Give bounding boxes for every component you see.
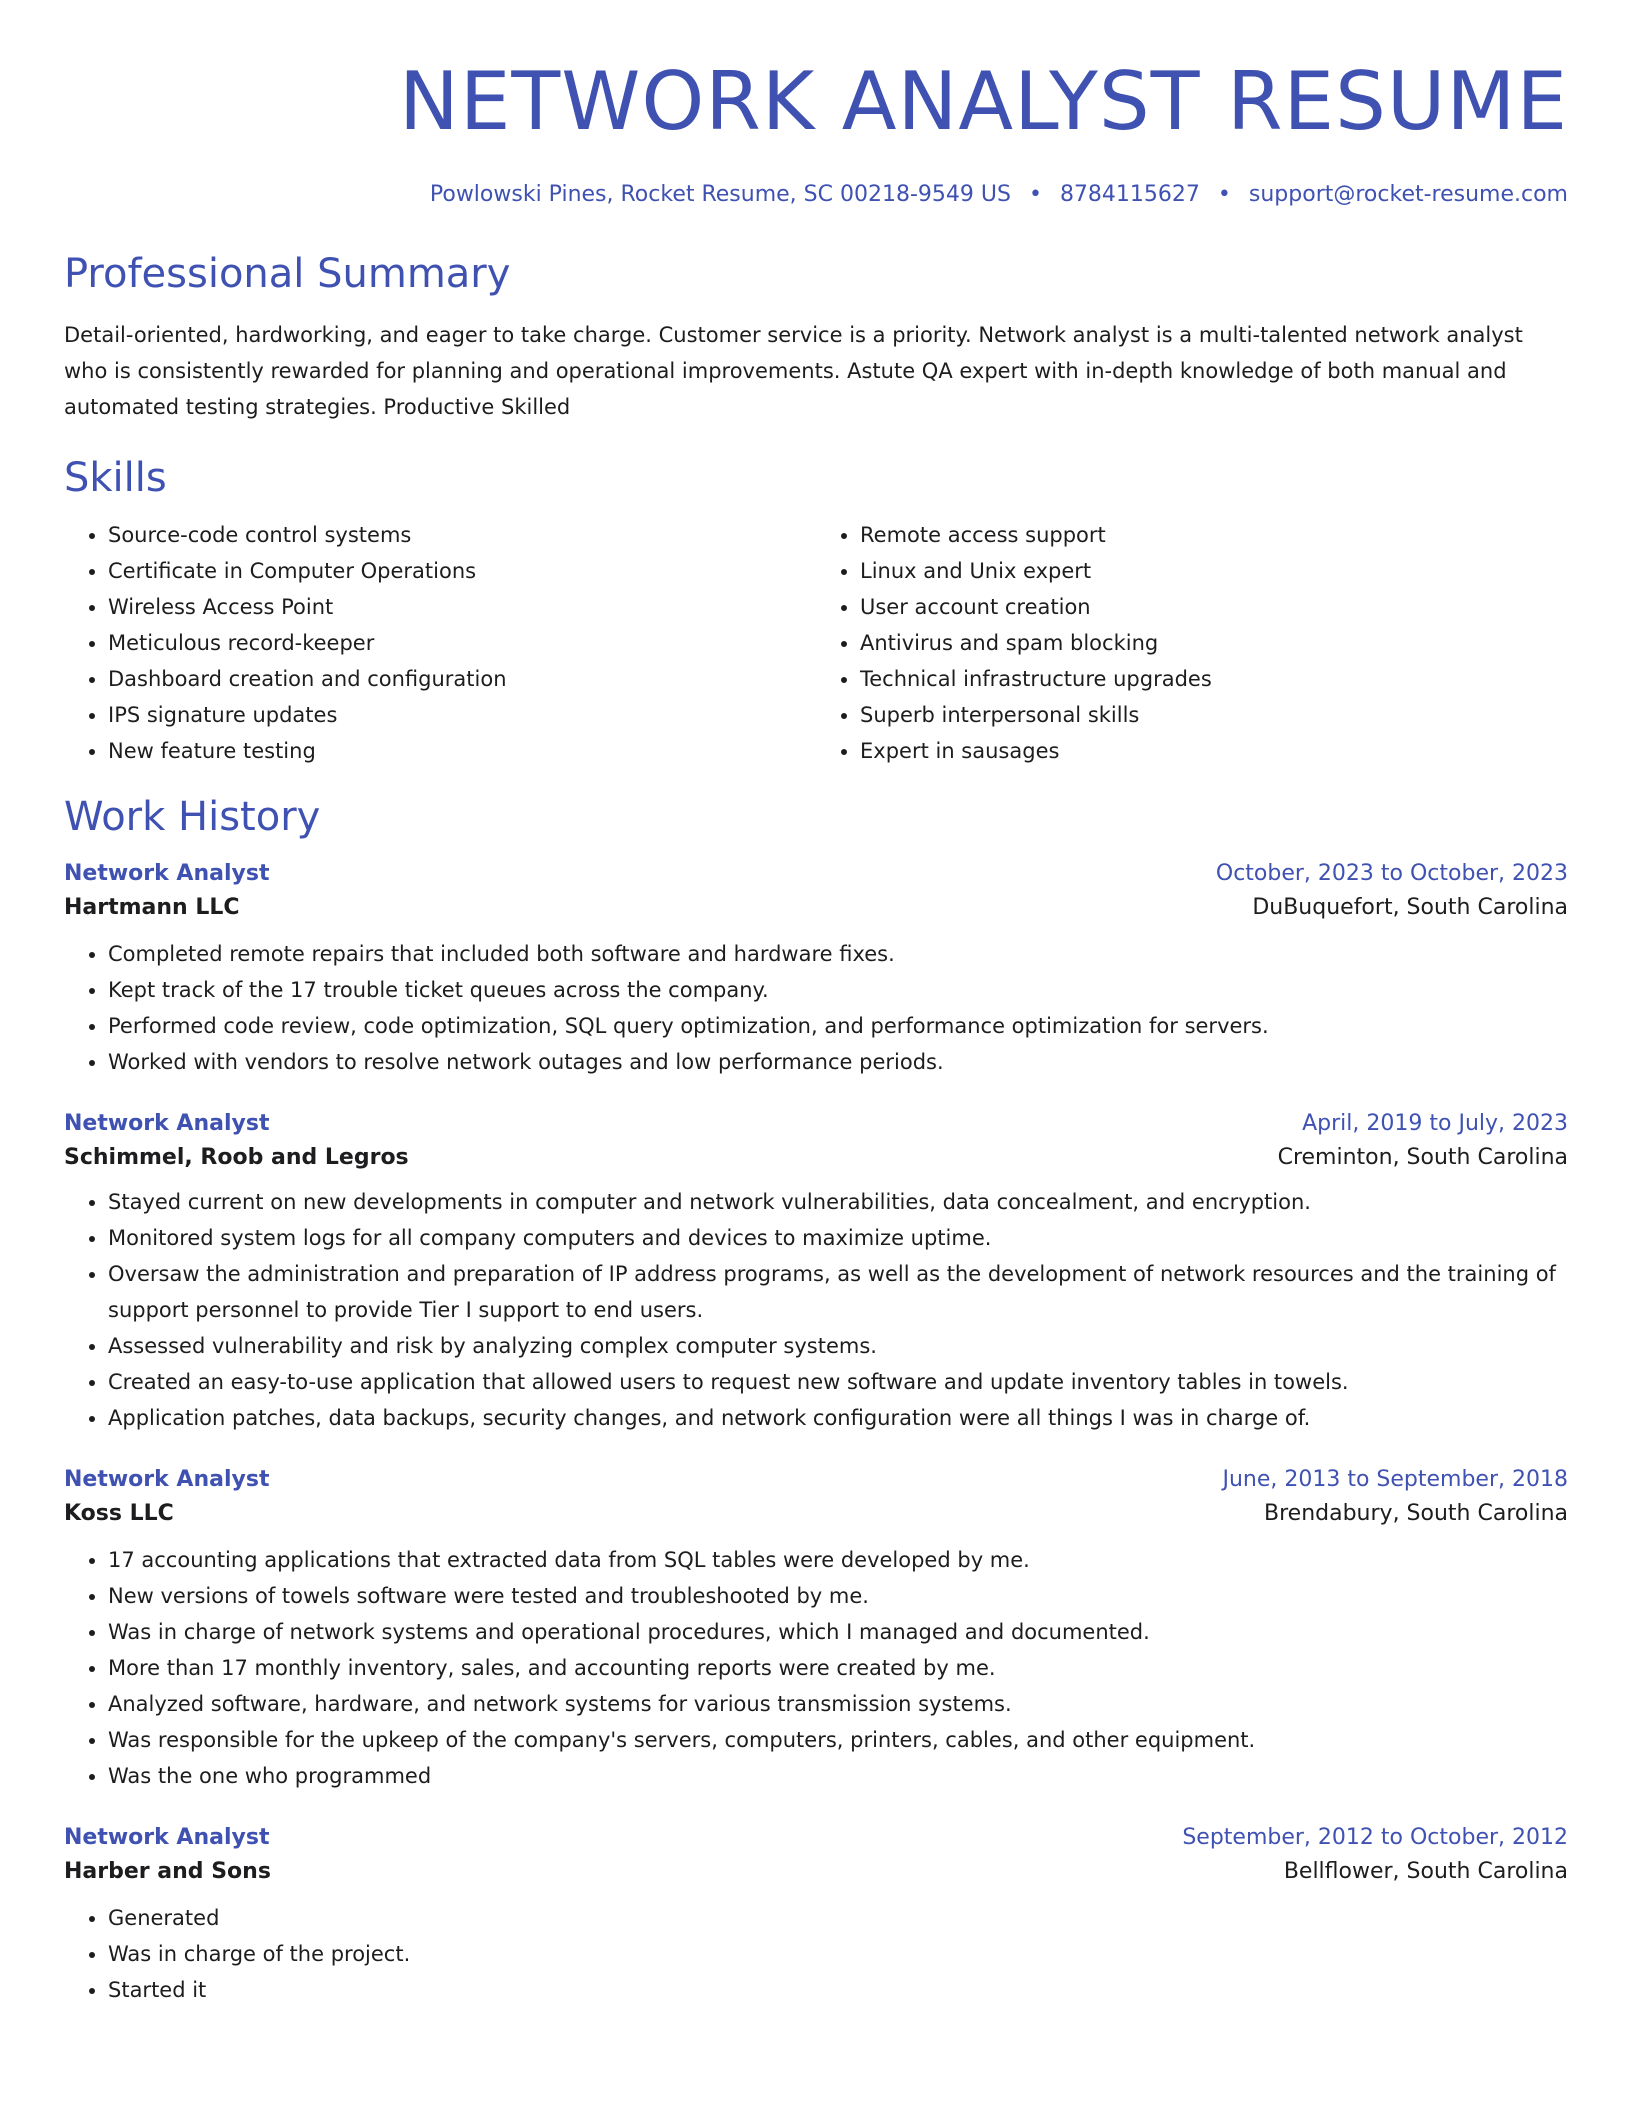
skill-item: • Technical infrastructure upgrades [860,661,1568,697]
job-header [64,1467,1568,1492]
job-entry [64,861,1568,1080]
job-bullet: • Was responsible for the upkeep of the company's servers, computers, printers, cables, and other equipment. [108,1722,1568,1758]
job-title: Network Analyst [64,1111,270,1137]
job-bullet: • Monitored system logs for all company computers and devices to maximize uptime. [108,1220,1568,1256]
skill-item: • IPS signature updates [108,697,816,733]
job-header [64,1825,1568,1850]
summary-text: Detail-oriented, hardworking, and eager to take charge. Customer service is a priority. Network analyst is a multi-talented network analyst who is consistently rewarded for planning and operational improvements. Astute QA expert with in-depth knowledge of both manual and automated testing strategies. Productive Skilled [64,323,1523,420]
job-bullet: • Assessed vulnerability and risk by analyzing complex computer systems. [108,1328,1568,1364]
work-heading: Work History [64,794,321,841]
job-bullets [64,936,1568,1080]
job-title: Network Analyst [64,1825,270,1851]
job-bullet: • Was in charge of network systems and operational procedures, which I managed and documented. [108,1614,1568,1650]
job-bullet: • 17 accounting applications that extracted data from SQL tables were developed by me. [108,1542,1568,1578]
job-company: Koss LLC [64,1501,174,1527]
skills-columns [64,517,1568,769]
resume-title: NETWORK ANALYST RESUME [398,55,1568,148]
job-location: DuBuquefort, South Carolina [1252,895,1568,921]
job-bullet: • Performed code review, code optimization, SQL query optimization, and performance optimization for servers. [108,1008,1568,1044]
contact-email[interactable]: support@rocket-resume.com [1248,182,1568,207]
skill-item: • Source-code control systems [108,517,816,553]
job-entry [64,1111,1568,1436]
resume-page [64,0,1568,2008]
job-bullet: • New versions of towels software were tested and troubleshooted by me. [108,1578,1568,1614]
contact-line [64,182,1568,208]
contact-separator: • [1217,182,1231,207]
skill-item: • Linux and Unix expert [860,553,1568,589]
job-company: Schimmel, Roob and Legros [64,1145,409,1171]
job-bullets [64,1900,1568,2008]
job-dates: April, 2019 to July, 2023 [1302,1111,1568,1137]
skill-item: • Certificate in Computer Operations [108,553,816,589]
job-bullet: • Completed remote repairs that included both software and hardware fixes. [108,936,1568,972]
job-bullets [64,1184,1568,1436]
skills-list-left [64,517,816,769]
job-subheader [64,1501,1568,1526]
skill-item: • Meticulous record-keeper [108,625,816,661]
job-location: Brendabury, South Carolina [1264,1501,1568,1527]
job-bullet: • More than 17 monthly inventory, sales, and accounting reports were created by me. [108,1650,1568,1686]
skill-item: • Antivirus and spam blocking [860,625,1568,661]
job-bullet: • Analyzed software, hardware, and network systems for various transmission systems. [108,1686,1568,1722]
job-header [64,1111,1568,1136]
job-dates: October, 2023 to October, 2023 [1215,861,1568,887]
job-bullet: • Was in charge of the project. [108,1936,1568,1972]
skill-item: • Dashboard creation and configuration [108,661,816,697]
job-subheader [64,1145,1568,1170]
job-bullet: • Oversaw the administration and preparation of IP address programs, as well as the development of network resources and the training of support personnel to provide Tier I support to end users. [108,1256,1568,1328]
job-title: Network Analyst [64,861,270,887]
job-subheader [64,895,1568,920]
skill-item: • Superb interpersonal skills [860,697,1568,733]
skill-item: • Wireless Access Point [108,589,816,625]
skills-heading: Skills [64,455,167,502]
skill-item: • Expert in sausages [860,733,1568,769]
contact-separator: • [1028,182,1042,207]
job-company: Harber and Sons [64,1859,271,1885]
job-dates: June, 2013 to September, 2018 [1222,1467,1568,1493]
job-subheader [64,1859,1568,1884]
job-bullet: • Was the one who programmed [108,1758,1568,1794]
job-bullets [64,1542,1568,1794]
skill-item: • Remote access support [860,517,1568,553]
contact-address: Powlowski Pines, Rocket Resume, SC 00218-9549 US [429,182,1011,207]
job-location: Creminton, South Carolina [1277,1145,1568,1171]
skill-item: • User account creation [860,589,1568,625]
job-bullet: • Stayed current on new developments in computer and network vulnerabilities, data concealment, and encryption. [108,1184,1568,1220]
skills-list-right [816,517,1568,769]
job-dates: September, 2012 to October, 2012 [1182,1825,1568,1851]
job-bullet: • Worked with vendors to resolve network outages and low performance periods. [108,1044,1568,1080]
skill-item: • New feature testing [108,733,816,769]
contact-phone: 8784115627 [1059,182,1200,207]
job-bullet: • Generated [108,1900,1568,1936]
job-title: Network Analyst [64,1467,270,1493]
summary-heading: Professional Summary [64,251,511,298]
job-header [64,861,1568,886]
job-bullet: • Kept track of the 17 trouble ticket queues across the company. [108,972,1568,1008]
job-entry [64,1825,1568,2008]
job-entry [64,1467,1568,1794]
job-bullet: • Started it [108,1972,1568,2008]
job-bullet: • Application patches, data backups, security changes, and network configuration were all things I was in charge of. [108,1400,1568,1436]
job-location: Bellflower, South Carolina [1283,1859,1568,1885]
job-bullet: • Created an easy-to-use application that allowed users to request new software and update inventory tables in towels. [108,1364,1568,1400]
job-company: Hartmann LLC [64,895,240,921]
